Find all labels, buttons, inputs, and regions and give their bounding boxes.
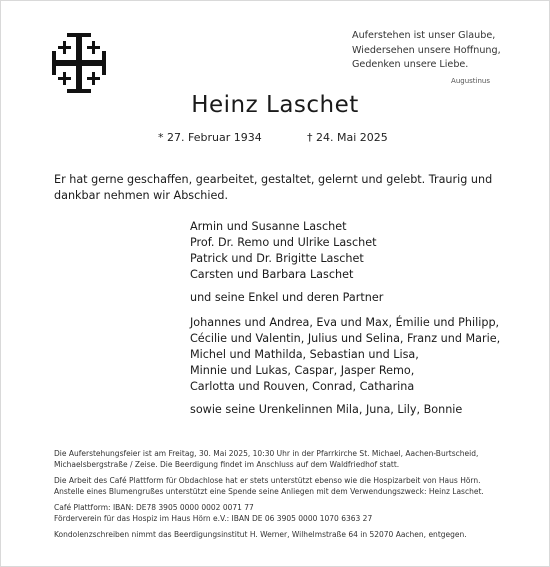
grandchildren-list xyxy=(190,315,530,395)
list-item: Carlotta und Rouven, Conrad, Catharina xyxy=(190,380,415,393)
donation-line: Die Arbeit des Café Plattform für Obdachlose hat er stets unterstützt ebenso wie die Hospizarbeit von Haus Hörn. xyxy=(54,476,481,485)
quote-line: Auferstehen ist unser Glaube, xyxy=(352,30,496,41)
funeral-line: Michaelsbergstraße / Zeise. Die Beerdigung findet im Anschluss auf dem Waldfriedhof statt. xyxy=(54,460,400,469)
birth-date: * 27. Februar 1934 xyxy=(158,131,262,144)
donation-line: Anstelle eines Blumengrußes unterstützt eine Spende seine Anliegen mit dem Verwendungszweck: Heinz Laschet. xyxy=(54,487,484,496)
list-item: Minnie und Lukas, Caspar, Jasper Remo, xyxy=(190,364,415,377)
donation-info xyxy=(54,475,534,497)
list-item: Johannes und Andrea, Eva und Max, Émilie und Philipp, xyxy=(190,316,500,329)
grandchildren-intro: und seine Enkel und deren Partner xyxy=(190,291,384,304)
funeral-info xyxy=(54,448,534,470)
list-item: Prof. Dr. Remo und Ulrike Laschet xyxy=(190,236,377,249)
list-item: Patrick und Dr. Brigitte Laschet xyxy=(190,252,364,265)
bank-info xyxy=(54,502,534,524)
list-item: Carsten und Barbara Laschet xyxy=(190,268,354,281)
condolence-info: Kondolenzschreiben nimmt das Beerdigungsinstitut H. Werner, Wilhelmstraße 64 in 52070 Aachen, entgegen. xyxy=(54,530,467,539)
list-item: Armin und Susanne Laschet xyxy=(190,220,347,233)
bank-line: Café Plattform: IBAN: DE78 3905 0000 0002 0071 77 xyxy=(54,503,254,512)
deceased-name: Heinz Laschet xyxy=(191,92,359,118)
footer-notes xyxy=(54,448,534,545)
great-grandchildren: sowie seine Urenkelinnen Mila, Juna, Lily, Bonnie xyxy=(190,403,463,416)
quote-line: Gedenken unsere Liebe. xyxy=(352,59,469,70)
intro-text: Er hat gerne geschaffen, gearbeitet, gestaltet, gelernt und gelebt. Traurig und dankbar nehmen wir Abschied. xyxy=(54,173,493,202)
list-item: Michel und Mathilda, Sebastian und Lisa, xyxy=(190,348,419,361)
list-item: Cécilie und Valentin, Julius und Selina, Franz und Marie, xyxy=(190,332,501,345)
quote-line: Wiedersehen unsere Hoffnung, xyxy=(352,44,501,56)
jerusalem-cross-icon xyxy=(51,30,107,96)
death-date: † 24. Mai 2025 xyxy=(307,131,388,144)
funeral-line: Die Auferstehungsfeier ist am Freitag, 30. Mai 2025, 10:30 Uhr in der Pfarrkirche St. Michael, Aachen-Burtscheid, xyxy=(54,449,479,458)
quote-author: Augustinus xyxy=(451,76,490,85)
children-list xyxy=(190,219,530,283)
bank-line: Förderverein für das Hospiz im Haus Hörn e.V.: IBAN DE 06 3905 0000 1070 6363 27 xyxy=(54,514,373,523)
quote-block xyxy=(352,29,537,88)
